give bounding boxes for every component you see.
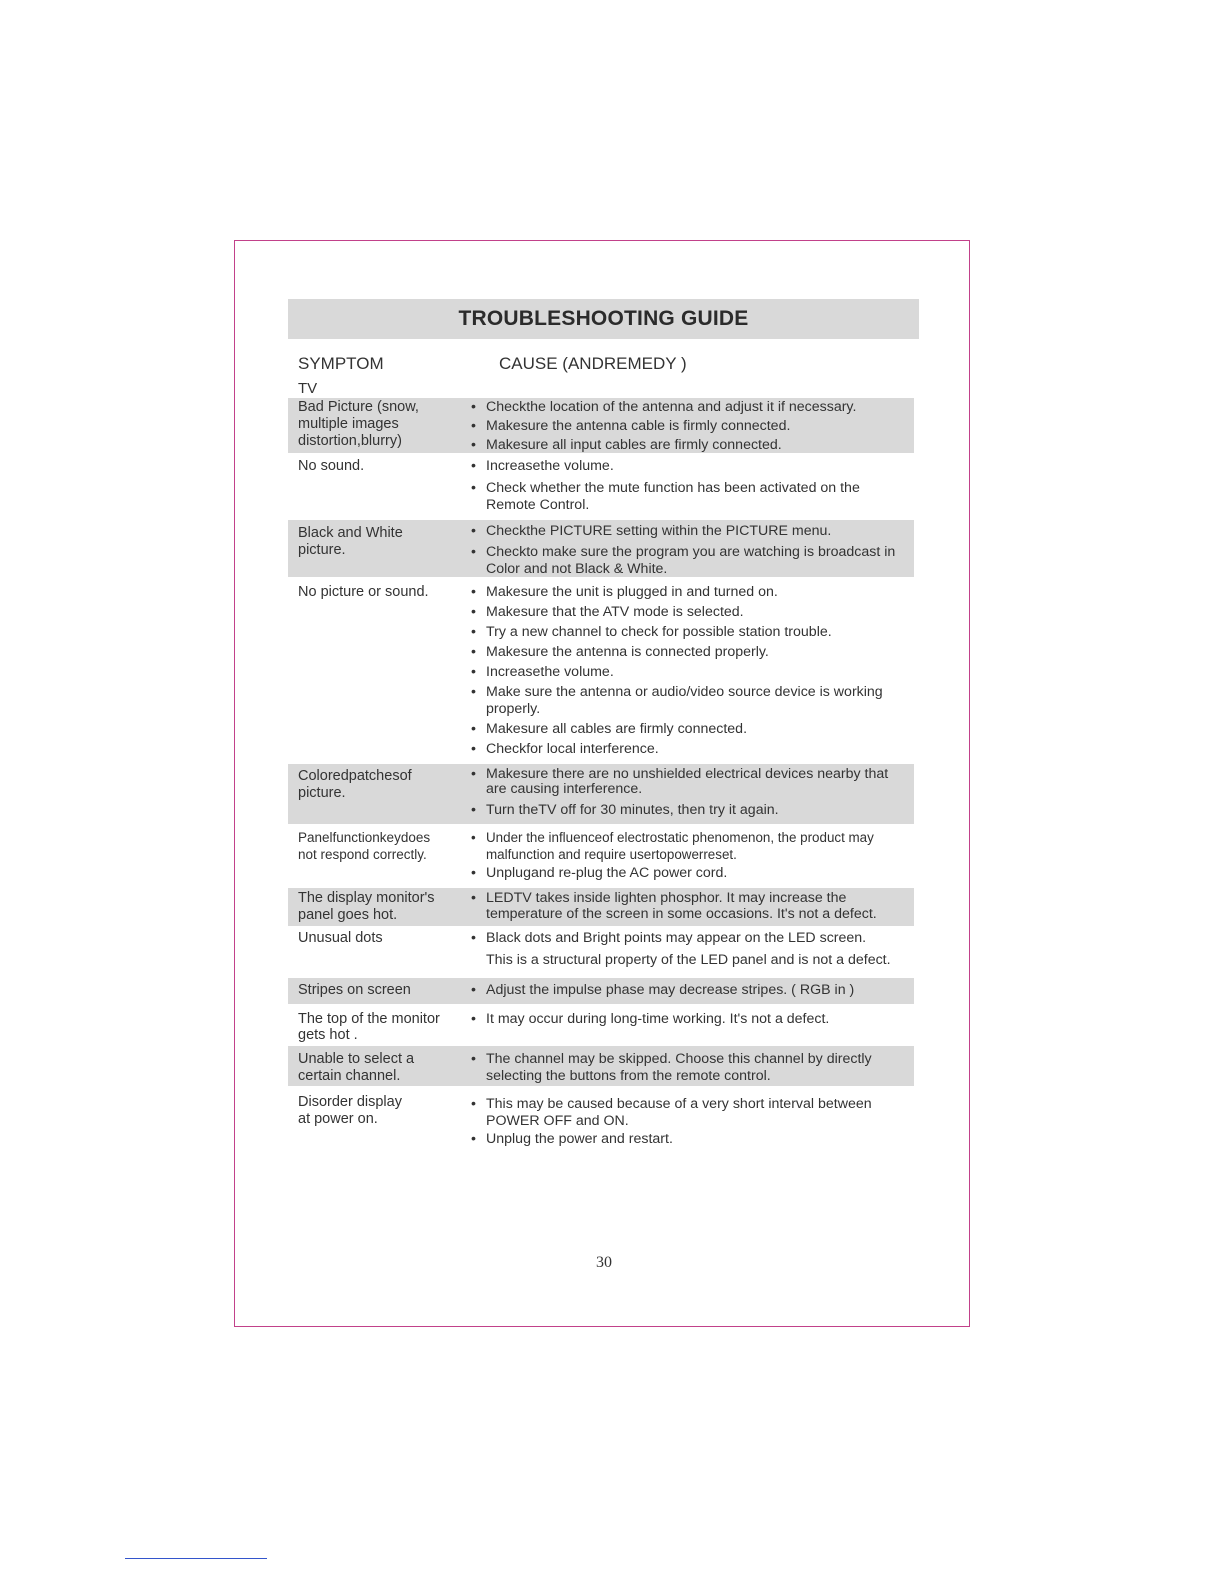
table-row — [288, 828, 914, 884]
cause-list — [471, 890, 911, 922]
footnote-separator — [125, 1558, 267, 1559]
cause-item: • Makesure all input cables are firmly connected. — [471, 437, 782, 453]
bullet-icon: • — [471, 1096, 476, 1112]
table-row — [288, 520, 914, 577]
cause-item: • Try a new channel to check for possible station trouble. — [471, 624, 832, 640]
bullet-icon: • — [471, 741, 476, 757]
symptom-text: Bad Picture (snow, multiple images distortion,blurry) — [298, 399, 419, 449]
cause-item: • Checkthe location of the antenna and adjust it if necessary. — [471, 399, 857, 415]
bullet-icon: • — [471, 1131, 476, 1147]
cause-item: • Makesure that the ATV mode is selected. — [471, 604, 744, 620]
cause-item: • LEDTV takes inside lighten phosphor. It may increase the temperature of the screen in some occasions. It's not a defect. — [471, 890, 877, 922]
table-row — [288, 888, 914, 926]
bullet-icon: • — [471, 1051, 476, 1067]
cause-list — [471, 982, 911, 999]
cause-item: • Unplugand re-plug the AC power cord. — [471, 865, 728, 881]
bullet-icon: • — [471, 418, 476, 434]
cause-item: • Under the influenceof electrostatic phenomenon, the product may malfunction and require usertopowerreset. — [471, 830, 874, 862]
symptom-text: Coloredpatchesof picture. — [298, 768, 412, 801]
cause-item: • Unplug the power and restart. — [471, 1131, 673, 1147]
cause-item: • It may occur during long-time working. It's not a defect. — [471, 1011, 830, 1027]
table-row — [288, 581, 914, 760]
bullet-icon: • — [471, 399, 476, 415]
section-label-tv: TV — [298, 380, 318, 397]
symptom-text: The top of the monitor gets hot . — [298, 1011, 440, 1043]
bullet-icon: • — [471, 830, 476, 845]
cause-item: • This may be caused because of a very short interval between POWER OFF and ON. — [471, 1096, 872, 1129]
bullet-icon: • — [471, 664, 476, 680]
bullet-icon: • — [471, 684, 476, 700]
symptom-text: Stripes on screen — [298, 982, 411, 998]
symptom-text: No picture or sound. — [298, 584, 429, 600]
cause-list — [471, 523, 911, 578]
bullet-icon: • — [471, 644, 476, 660]
cause-item: • Checkto make sure the program you are watching is broadcast in Color and not Black & White. — [471, 544, 896, 577]
cause-list — [471, 829, 911, 882]
cause-item: • Checkthe PICTURE setting within the PICTURE menu. — [471, 523, 832, 539]
cause-item: • The channel may be skipped. Choose this channel by directly selecting the buttons from the remote control. — [471, 1051, 872, 1084]
table-row — [288, 764, 914, 824]
cause-item: • Turn theTV off for 30 minutes, then try it again. — [471, 802, 779, 818]
cause-item: • Check whether the mute function has been activated on the Remote Control. — [471, 480, 860, 513]
cause-note: This is a structural property of the LED panel and is not a defect. — [486, 952, 891, 968]
page-number: 30 — [596, 1254, 612, 1271]
bullet-icon: • — [471, 982, 476, 998]
symptom-text: The display monitor's panel goes hot. — [298, 890, 435, 923]
bullet-icon: • — [471, 584, 476, 600]
cause-item: • Increasethe volume. — [471, 664, 614, 680]
bullet-icon: • — [471, 437, 476, 453]
page-title: TROUBLESHOOTING GUIDE — [288, 299, 919, 339]
table-row — [288, 1008, 914, 1044]
table-row — [288, 398, 914, 453]
cause-list — [471, 399, 911, 454]
cause-item: • Checkfor local interference. — [471, 741, 659, 757]
cause-item: • Increasethe volume. — [471, 458, 614, 474]
cause-list — [471, 1096, 911, 1148]
bullet-icon: • — [471, 1011, 476, 1027]
cause-list — [471, 930, 911, 969]
cause-list — [471, 767, 911, 819]
table-row — [288, 457, 914, 516]
symptom-text: Unable to select a certain channel. — [298, 1051, 415, 1084]
bullet-icon: • — [471, 458, 476, 474]
cause-column-header: CAUSE (ANDREMEDY ) — [499, 354, 687, 373]
cause-list — [471, 584, 911, 758]
bullet-icon: • — [471, 624, 476, 640]
bullet-icon: • — [471, 544, 476, 560]
cause-item: • Makesure all cables are firmly connected. — [471, 721, 748, 737]
symptom-text: No sound. — [298, 458, 365, 474]
symptom-text: Unusual dots — [298, 930, 383, 946]
symptom-text: Panelfunctionkeydoes not respond correctly. — [298, 830, 431, 862]
cause-list — [471, 1051, 911, 1085]
bullet-icon: • — [471, 930, 476, 946]
symptom-column-header: SYMPTOM — [298, 354, 384, 373]
table-row — [288, 978, 914, 1004]
cause-item: • Makesure the antenna is connected properly. — [471, 644, 769, 660]
bullet-icon: • — [471, 604, 476, 620]
cause-list — [471, 1011, 911, 1028]
table-row — [288, 929, 914, 975]
bullet-icon: • — [471, 523, 476, 539]
bullet-icon: • — [471, 480, 476, 496]
cause-item: • Makesure the unit is plugged in and turned on. — [471, 584, 778, 600]
bullet-icon: • — [471, 865, 476, 881]
symptom-text: Black and White picture. — [298, 525, 403, 558]
bullet-icon: • — [471, 766, 476, 782]
table-row — [288, 1046, 914, 1086]
symptom-text: Disorder display at power on. — [298, 1094, 402, 1127]
table-row — [288, 1092, 914, 1152]
bullet-icon: • — [471, 721, 476, 737]
cause-item: • Adjust the impulse phase may decrease stripes. ( RGB in ) — [471, 982, 855, 998]
cause-item: • Makesure there are no unshielded electrical devices nearby that are causing interference. — [471, 766, 889, 797]
cause-list — [471, 458, 911, 514]
cause-item: • Black dots and Bright points may appear on the LED screen. — [471, 930, 867, 946]
bullet-icon: • — [471, 802, 476, 818]
cause-item: • Make sure the antenna or audio/video source device is working properly. — [471, 684, 883, 717]
cause-item: • Makesure the antenna cable is firmly connected. — [471, 418, 791, 434]
bullet-icon: • — [471, 890, 476, 906]
